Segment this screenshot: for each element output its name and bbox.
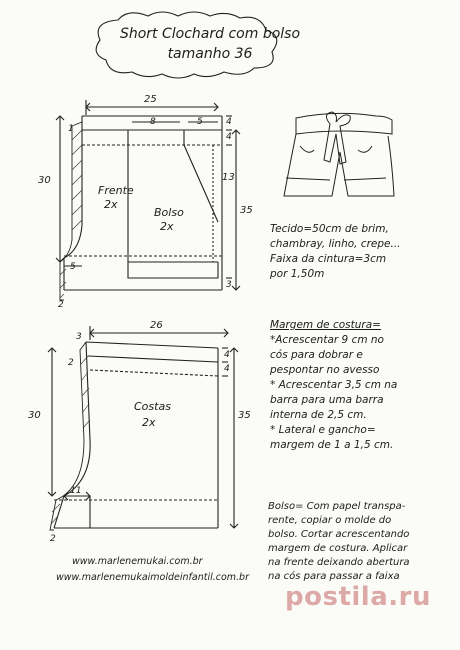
website-link-infantil[interactable]: www.marlenemukaimoldeinfantil.com.br bbox=[56, 572, 249, 583]
fabric-notes bbox=[270, 222, 401, 282]
back-dim-35: 35 bbox=[238, 410, 251, 421]
front-piece-count: 2x bbox=[104, 198, 118, 211]
note-line: Faixa da cintura=3cm bbox=[270, 253, 387, 265]
back-dim-4b: 4 bbox=[224, 364, 230, 374]
front-dim-2: 2 bbox=[58, 300, 64, 310]
front-dim-35: 35 bbox=[240, 205, 253, 216]
back-dim-2b: 2 bbox=[50, 534, 56, 544]
note-line: na frente deixando abertura bbox=[268, 557, 410, 568]
note-line: cós para dobrar e bbox=[270, 349, 363, 361]
seam-allowance-notes bbox=[270, 318, 397, 453]
note-line: na cós para passar a faixa bbox=[268, 571, 400, 582]
note-line: barra para uma barra bbox=[270, 394, 384, 406]
note-line: interna de 2,5 cm. bbox=[270, 409, 367, 421]
title-line-2: tamanho 36 bbox=[167, 46, 253, 62]
front-dim-4a: 4 bbox=[226, 117, 232, 127]
note-line: margem de costura. Aplicar bbox=[268, 543, 408, 554]
front-dim-5: 5 bbox=[197, 117, 203, 127]
note-line: rente, copiar o molde do bbox=[268, 515, 392, 526]
back-width-label: 26 bbox=[150, 320, 163, 331]
pocket-count: 2x bbox=[160, 220, 174, 233]
back-piece-label: Costas bbox=[134, 400, 171, 413]
front-dim-3: 3 bbox=[226, 280, 232, 290]
front-dim-4b: 4 bbox=[226, 132, 232, 142]
back-dim-3: 3 bbox=[76, 332, 82, 342]
pocket-label: Bolso bbox=[154, 206, 184, 219]
watermark: postila.ru bbox=[285, 582, 431, 612]
website-link[interactable]: www.marlenemukai.com.br bbox=[72, 556, 203, 567]
note-line: * Acrescentar 3,5 cm na bbox=[270, 379, 398, 391]
front-dim-8: 8 bbox=[150, 117, 156, 127]
note-line: por 1,50m bbox=[270, 268, 325, 280]
back-piece-count: 2x bbox=[142, 416, 156, 429]
back-dim-11: 11 bbox=[70, 486, 82, 496]
front-dim-13: 13 bbox=[222, 172, 235, 183]
note-line: Bolso= Com papel transpa- bbox=[268, 501, 406, 512]
front-width-label: 25 bbox=[144, 94, 157, 105]
back-dim-2: 2 bbox=[68, 358, 74, 368]
note-line: bolso. Cortar acrescentando bbox=[268, 529, 410, 540]
front-dim-1: 1 bbox=[68, 124, 74, 134]
title-line-1: Short Clochard com bolso bbox=[119, 26, 301, 42]
shorts-sketch bbox=[284, 112, 394, 196]
front-dim-5b: 5 bbox=[70, 262, 76, 272]
note-line: Tecido=50cm de brim, bbox=[270, 223, 389, 235]
note-line: margem de 1 a 1,5 cm. bbox=[270, 439, 394, 451]
seam-title: Margem de costura= bbox=[270, 319, 381, 331]
note-line: * Lateral e gancho= bbox=[270, 424, 376, 436]
note-line: chambray, linho, crepe... bbox=[270, 238, 401, 250]
title-cloud bbox=[96, 12, 277, 78]
note-line: pespontar no avesso bbox=[270, 364, 380, 376]
pocket-notes bbox=[268, 500, 410, 584]
front-piece-label: Frente bbox=[98, 184, 134, 197]
front-dim-30: 30 bbox=[38, 175, 51, 186]
note-line: *Acrescentar 9 cm no bbox=[270, 334, 384, 346]
back-dim-30: 30 bbox=[28, 410, 41, 421]
back-dim-4a: 4 bbox=[224, 350, 230, 360]
